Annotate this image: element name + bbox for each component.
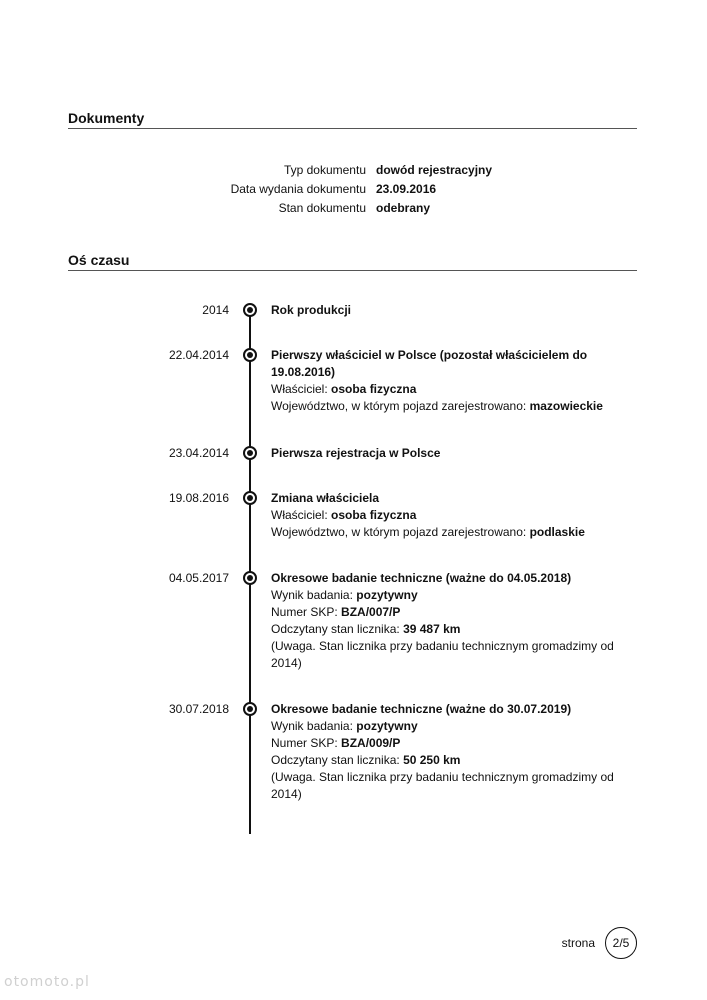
timeline-event-body	[271, 347, 616, 415]
detail-value: pozytywny	[356, 588, 418, 602]
document-status-value: odebrany	[376, 201, 431, 215]
document-issue-date-value: 23.09.2016	[376, 182, 437, 196]
timeline-dot-icon	[243, 571, 257, 585]
timeline-event-detail	[271, 621, 616, 638]
timeline-heading: Oś czasu	[68, 252, 637, 271]
timeline-event-detail	[271, 718, 616, 735]
detail-label: Województwo, w którym pojazd zarejestrowano:	[271, 525, 530, 539]
detail-label: Właściciel:	[271, 382, 332, 396]
document-issue-date-row	[0, 182, 707, 201]
timeline-event-title: Okresowe badanie techniczne (ważne do 30.07.2019)	[271, 702, 572, 716]
timeline-event-body	[271, 570, 616, 672]
timeline-event-body	[271, 302, 616, 319]
timeline-event-title: Rok produkcji	[271, 303, 352, 317]
timeline-dot-icon	[243, 348, 257, 362]
document-status-label: Stan dokumentu	[278, 201, 366, 215]
timeline-event-detail	[271, 587, 616, 604]
timeline-event-detail	[271, 398, 616, 415]
page-number-badge: 2/5	[605, 927, 637, 959]
document-type-label: Typ dokumentu	[283, 163, 366, 177]
document-status-row	[0, 201, 707, 220]
detail-label: Odczytany stan licznika:	[271, 622, 404, 636]
timeline-event-date: 04.05.2017	[168, 571, 229, 585]
timeline-event-body	[271, 490, 616, 541]
timeline-event-detail	[271, 524, 616, 541]
timeline-dot-icon	[243, 702, 257, 716]
detail-value: 50 250 km	[403, 753, 461, 767]
document-issue-date-label: Data wydania dokumentu	[230, 182, 366, 196]
document-type-row	[0, 163, 707, 182]
timeline-event-date: 23.04.2014	[168, 446, 229, 460]
timeline-event-body	[271, 701, 616, 803]
documents-heading: Dokumenty	[68, 110, 637, 129]
timeline-dot-icon	[243, 303, 257, 317]
timeline-event-title: Zmiana właściciela	[271, 491, 380, 505]
detail-value: BZA/009/P	[341, 736, 401, 750]
detail-label: Wynik badania:	[271, 588, 357, 602]
timeline-event-detail	[271, 638, 616, 672]
detail-label: (Uwaga. Stan licznika przy badaniu technicznym gromadzimy od 2014)	[271, 770, 614, 801]
detail-label: Odczytany stan licznika:	[271, 753, 404, 767]
page-label: strona	[561, 936, 595, 950]
detail-label: Numer SKP:	[271, 605, 342, 619]
detail-value: mazowieckie	[529, 399, 603, 413]
detail-label: Wynik badania:	[271, 719, 357, 733]
timeline-event-detail	[271, 752, 616, 769]
detail-value: 39 487 km	[403, 622, 461, 636]
detail-value: osoba fizyczna	[331, 508, 417, 522]
detail-label: (Uwaga. Stan licznika przy badaniu technicznym gromadzimy od 2014)	[271, 639, 614, 670]
detail-value: podlaskie	[529, 525, 585, 539]
timeline-event-detail	[271, 381, 616, 398]
detail-label: Województwo, w którym pojazd zarejestrowano:	[271, 399, 530, 413]
timeline-event-detail	[271, 769, 616, 803]
detail-label: Właściciel:	[271, 508, 332, 522]
timeline-event-date: 2014	[202, 303, 229, 317]
timeline-event-date: 19.08.2016	[168, 491, 229, 505]
timeline-dot-icon	[243, 491, 257, 505]
document-type-value: dowód rejestracyjny	[376, 163, 493, 177]
timeline-event-detail	[271, 604, 616, 621]
detail-value: osoba fizyczna	[331, 382, 417, 396]
timeline-event-detail	[271, 507, 616, 524]
timeline-event-date: 22.04.2014	[168, 348, 229, 362]
timeline-event-detail	[271, 735, 616, 752]
detail-value: pozytywny	[356, 719, 418, 733]
timeline-event-title: Pierwsza rejestracja w Polsce	[271, 446, 441, 460]
detail-value: BZA/007/P	[341, 605, 401, 619]
timeline-event-body	[271, 445, 616, 462]
timeline-dot-icon	[243, 446, 257, 460]
timeline-event-title: Okresowe badanie techniczne (ważne do 04.05.2018)	[271, 571, 572, 585]
detail-label: Numer SKP:	[271, 736, 342, 750]
timeline-event-title: Pierwszy właściciel w Polsce (pozostał właścicielem do 19.08.2016)	[271, 348, 588, 379]
watermark-logo: otomoto.pl	[4, 974, 90, 990]
timeline-event-date: 30.07.2018	[168, 702, 229, 716]
